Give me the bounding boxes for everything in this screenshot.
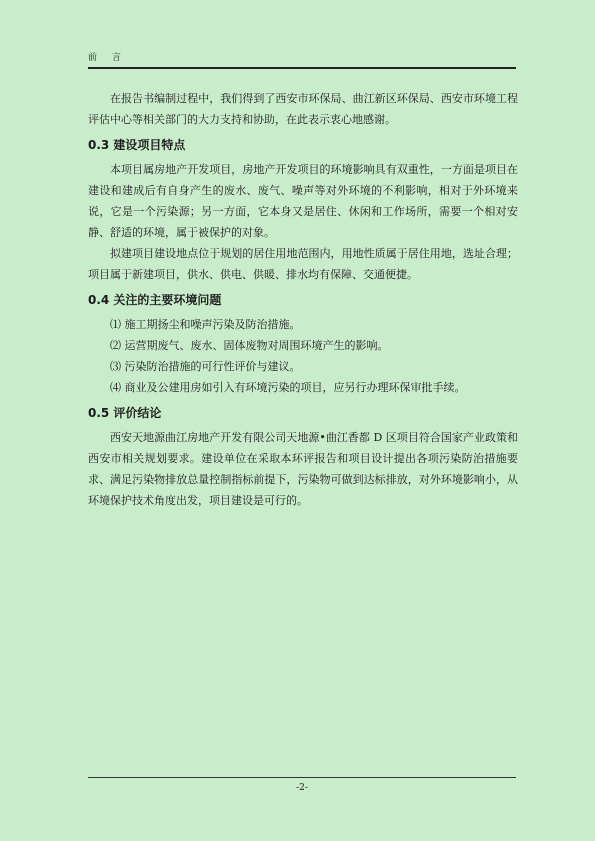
page-header [88,52,516,68]
header-rule [88,67,516,69]
footer-rule [88,777,516,778]
conclusion-paragraph: 西安天地源曲江房地产开发有限公司天地源•曲江香都 D 区项目符合国家产业政策和西安市相关规划要求。建设单位在采取本环评报告和项目设计提出各项污染防治措施要求、满足污染物排放总量控制指标前提下，污染物可做到达标排放，对外环境影响小，从环境保护技术角度出发，项目建设是可行的。 [88,431,518,507]
section-0-3-paragraph-2: 拟建项目建设地点位于规划的居住用地范围内，用地性质属于居住用地，选址合理；项目属于新建项目，供水、供电、供暖、排水均有保障、交通便捷。 [88,247,518,281]
section-0-3-paragraph-1: 本项目属房地产开发项目，房地产开发项目的环境影响具有双重性，一方面是项目在建设和建成后有自身产生的废水、废气、噪声等对外环境的不利影响，相对于外环境来说，它是一个污染源；另一方面，它本身又是居住、休闲和工作场所，需要一个相对安静、舒适的环境，属于被保护的对象。 [88,163,518,239]
section-heading-0-5: 0.5 评价结论 [88,406,162,420]
concern-item-2: ⑵ 运营期废气、废水、固体废物对周围环境产生的影响。 [110,339,389,352]
intro-paragraph: 在报告书编制过程中，我们得到了西安市环保局、曲江新区环保局、西安市环境工程评估中心等相关部门的大力支持和协助，在此表示衷心地感谢。 [88,92,518,126]
page-number: -2- [296,783,308,793]
page-content [88,88,518,511]
header-title: 前 言 [88,53,127,63]
concern-item-4: ⑷ 商业及公建用房如引入有环境污染的项目，应另行办理环保审批手续。 [110,381,466,394]
concern-item-3: ⑶ 污染防治措施的可行性评价与建议。 [110,360,301,373]
section-heading-0-3: 0.3 建设项目特点 [88,138,186,152]
section-heading-0-4: 0.4 关注的主要环境问题 [88,293,222,307]
concern-item-1: ⑴ 施工期扬尘和噪声污染及防治措施。 [110,318,301,331]
